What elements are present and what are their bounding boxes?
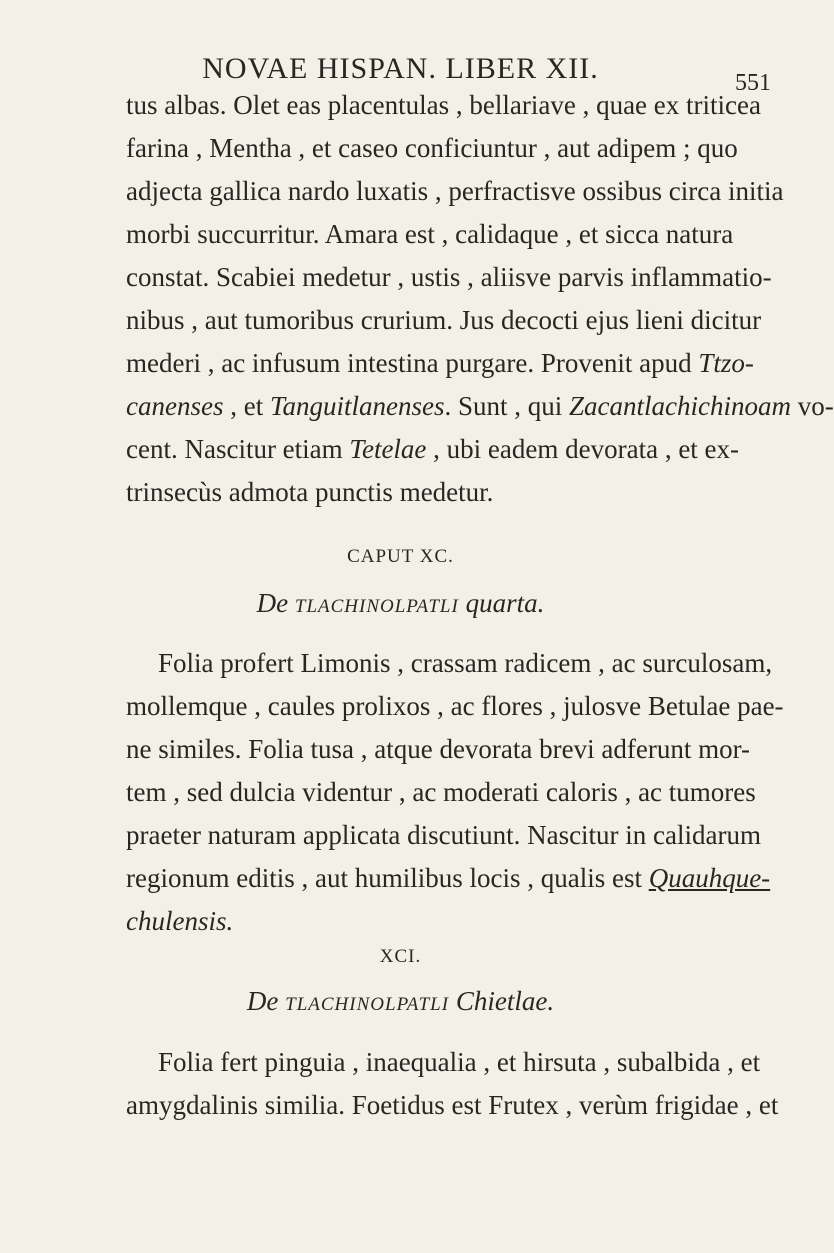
text-run: cent. Nascitur etiam bbox=[126, 434, 350, 464]
place-name: canenses bbox=[126, 391, 224, 421]
text-line: ne similes. Folia tusa , atque devorata brevi adferunt mor- bbox=[126, 734, 751, 764]
heading-plant-name: TLACHINOLPATLI bbox=[285, 994, 450, 1015]
text-line: tem , sed dulcia videntur , ac moderati caloris , ac tumores bbox=[126, 777, 756, 807]
text-line: trinsecùs admota punctis medetur. bbox=[126, 477, 494, 507]
text-line: adjecta gallica nardo luxatis , perfractisve ossibus circa initia bbox=[126, 176, 784, 206]
text-line: nibus , aut tumoribus crurium. Jus decocti ejus lieni dicitur bbox=[126, 305, 762, 335]
text-line bbox=[126, 863, 771, 894]
text-line bbox=[126, 434, 740, 465]
text-line: morbi succurritur. Amara est , calidaque , et sicca natura bbox=[126, 219, 734, 249]
chapter-heading bbox=[0, 588, 801, 619]
text-line bbox=[126, 348, 754, 379]
place-name: Tetelae bbox=[349, 434, 427, 464]
text-run: . Sunt , qui bbox=[444, 391, 570, 421]
chapter-number: XCI. bbox=[379, 946, 422, 967]
chapter-heading bbox=[0, 986, 801, 1017]
place-name: Quauhque- bbox=[648, 863, 771, 893]
heading-plant-name: TLACHINOLPATLI bbox=[294, 596, 459, 617]
text-run: , et bbox=[223, 391, 270, 421]
text-run: mederi , ac infusum intestina purgare. Provenit apud bbox=[126, 348, 699, 378]
text-line: Folia profert Limonis , crassam radicem , ac surculosam, bbox=[158, 648, 773, 678]
heading-prefix: De bbox=[256, 588, 289, 618]
text-line: chulensis. bbox=[126, 906, 234, 936]
text-line: amygdalinis similia. Foetidus est Frutex , verùm frigidae , et bbox=[126, 1090, 779, 1120]
heading-suffix: quarta. bbox=[465, 588, 545, 618]
text-line: praeter naturam applicata discutiunt. Nascitur in calidarum bbox=[126, 820, 762, 850]
place-name: Ttzo- bbox=[698, 348, 754, 378]
text-line: constat. Scabiei medetur , ustis , aliisve parvis inflammatio- bbox=[126, 262, 772, 292]
text-line: mollemque , caules prolixos , ac flores , julosve Betulae pae- bbox=[126, 691, 784, 721]
heading-prefix: De bbox=[246, 986, 279, 1016]
place-name: Tanguitlanenses bbox=[269, 391, 445, 421]
text-line: farina , Mentha , et caseo conficiuntur , aut adipem ; quo bbox=[126, 133, 738, 163]
text-run: vo- bbox=[791, 391, 834, 421]
text-line: tus albas. Olet eas placentulas , bellariave , quae ex triticea bbox=[126, 90, 761, 120]
text-run: regionum editis , aut humilibus locis , qualis est bbox=[126, 863, 649, 893]
heading-suffix: Chietlae. bbox=[455, 986, 555, 1016]
text-line: Folia fert pinguia , inaequalia , et hirsuta , subalbida , et bbox=[158, 1047, 761, 1077]
chapter-number: CAPUT XC. bbox=[347, 546, 454, 567]
plant-name: Zacantlachichinoam bbox=[569, 391, 792, 421]
text-run: , ubi eadem devorata , et ex- bbox=[426, 434, 740, 464]
page-number: 551 bbox=[735, 70, 771, 96]
text-line bbox=[126, 391, 834, 422]
running-head: NOVAE HISPAN. LIBER XII. bbox=[202, 52, 599, 85]
